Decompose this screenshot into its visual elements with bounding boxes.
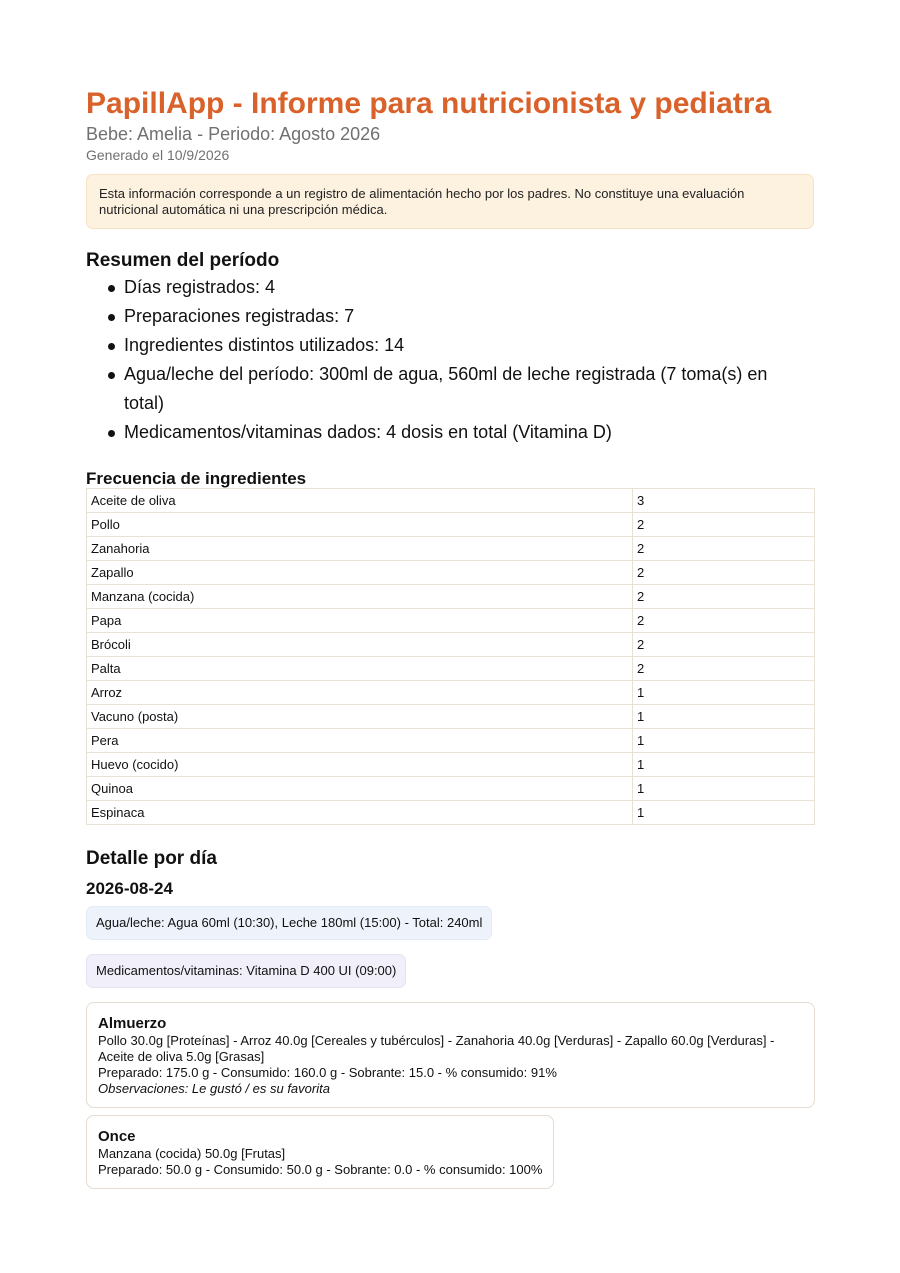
frequency-heading: Frecuencia de ingredientes — [86, 469, 307, 488]
meal-title: Once — [98, 1128, 136, 1145]
summary-item-preparations: Preparaciones registradas: 7 — [124, 302, 814, 331]
disclaimer-notice: Esta información corresponde a un registro de alimentación hecho por los padres. No constituye una evaluación nutricional automática ni una prescripción médica. — [86, 174, 814, 229]
ingredient-name: Arroz — [87, 681, 633, 705]
ingredient-count: 2 — [633, 609, 815, 633]
medications-badge: Medicamentos/vitaminas: Vitamina D 400 UI (09:00) — [86, 954, 406, 988]
ingredient-name: Palta — [87, 657, 633, 681]
table-row — [87, 561, 815, 585]
summary-list — [86, 273, 814, 447]
ingredient-count: 2 — [633, 513, 815, 537]
meal-title: Almuerzo — [98, 1015, 167, 1032]
ingredient-name: Pollo — [87, 513, 633, 537]
summary-item-days: Días registrados: 4 — [124, 273, 814, 302]
ingredient-count: 2 — [633, 561, 815, 585]
report-title: PapillApp - Informe para nutricionista y pediatra — [86, 87, 772, 120]
ingredient-count: 3 — [633, 489, 815, 513]
ingredient-count: 2 — [633, 633, 815, 657]
summary-item-ingredients: Ingredientes distintos utilizados: 14 — [124, 331, 814, 360]
frequency-table — [86, 488, 815, 825]
meal-observations: Observaciones: Le gustó / es su favorita — [98, 1081, 330, 1096]
table-row — [87, 489, 815, 513]
meal-card-almuerzo — [86, 1002, 815, 1108]
ingredient-name: Pera — [87, 729, 633, 753]
meal-card-once — [86, 1115, 554, 1189]
meal-ingredients: Manzana (cocida) 50.0g [Frutas] — [98, 1146, 286, 1161]
ingredient-name: Zanahoria — [87, 537, 633, 561]
meal-stats: Preparado: 175.0 g - Consumido: 160.0 g - Sobrante: 15.0 - % consumido: 91% — [98, 1065, 557, 1080]
ingredient-count: 2 — [633, 585, 815, 609]
ingredient-count: 2 — [633, 537, 815, 561]
table-row — [87, 609, 815, 633]
ingredient-name: Zapallo — [87, 561, 633, 585]
summary-item-water-milk: Agua/leche del período: 300ml de agua, 560ml de leche registrada (7 toma(s) en total) — [124, 360, 814, 418]
ingredient-count: 1 — [633, 705, 815, 729]
table-row — [87, 705, 815, 729]
ingredient-count: 1 — [633, 753, 815, 777]
ingredient-name: Brócoli — [87, 633, 633, 657]
summary-item-medications: Medicamentos/vitaminas dados: 4 dosis en total (Vitamina D) — [124, 418, 814, 447]
ingredient-name: Aceite de oliva — [87, 489, 633, 513]
ingredient-name: Huevo (cocido) — [87, 753, 633, 777]
ingredient-name: Quinoa — [87, 777, 633, 801]
ingredient-name: Papa — [87, 609, 633, 633]
ingredient-count: 1 — [633, 801, 815, 825]
table-row — [87, 633, 815, 657]
table-row — [87, 801, 815, 825]
day-date: 2026-08-24 — [86, 879, 173, 898]
generated-date: Generado el 10/9/2026 — [86, 147, 230, 163]
table-row — [87, 537, 815, 561]
table-row — [87, 681, 815, 705]
table-row — [87, 513, 815, 537]
table-row — [87, 753, 815, 777]
table-row — [87, 777, 815, 801]
ingredient-name: Vacuno (posta) — [87, 705, 633, 729]
water-milk-badge: Agua/leche: Agua 60ml (10:30), Leche 180ml (15:00) - Total: 240ml — [86, 906, 492, 940]
detail-heading: Detalle por día — [86, 848, 217, 869]
ingredient-count: 1 — [633, 777, 815, 801]
ingredient-count: 1 — [633, 729, 815, 753]
table-row — [87, 657, 815, 681]
ingredient-name: Espinaca — [87, 801, 633, 825]
report-subtitle: Bebe: Amelia - Periodo: Agosto 2026 — [86, 124, 381, 144]
table-row — [87, 585, 815, 609]
ingredient-name: Manzana (cocida) — [87, 585, 633, 609]
ingredient-count: 2 — [633, 657, 815, 681]
meal-ingredients: Pollo 30.0g [Proteínas] - Arroz 40.0g [Cereales y tubérculos] - Zanahoria 40.0g [Verduras] - Zapallo 60.0g [Verduras] - Aceite de oliva 5.0g [Grasas] — [98, 1033, 775, 1064]
table-row — [87, 729, 815, 753]
meal-stats: Preparado: 50.0 g - Consumido: 50.0 g - Sobrante: 0.0 - % consumido: 100% — [98, 1162, 543, 1177]
ingredient-count: 1 — [633, 681, 815, 705]
summary-heading: Resumen del período — [86, 250, 280, 271]
